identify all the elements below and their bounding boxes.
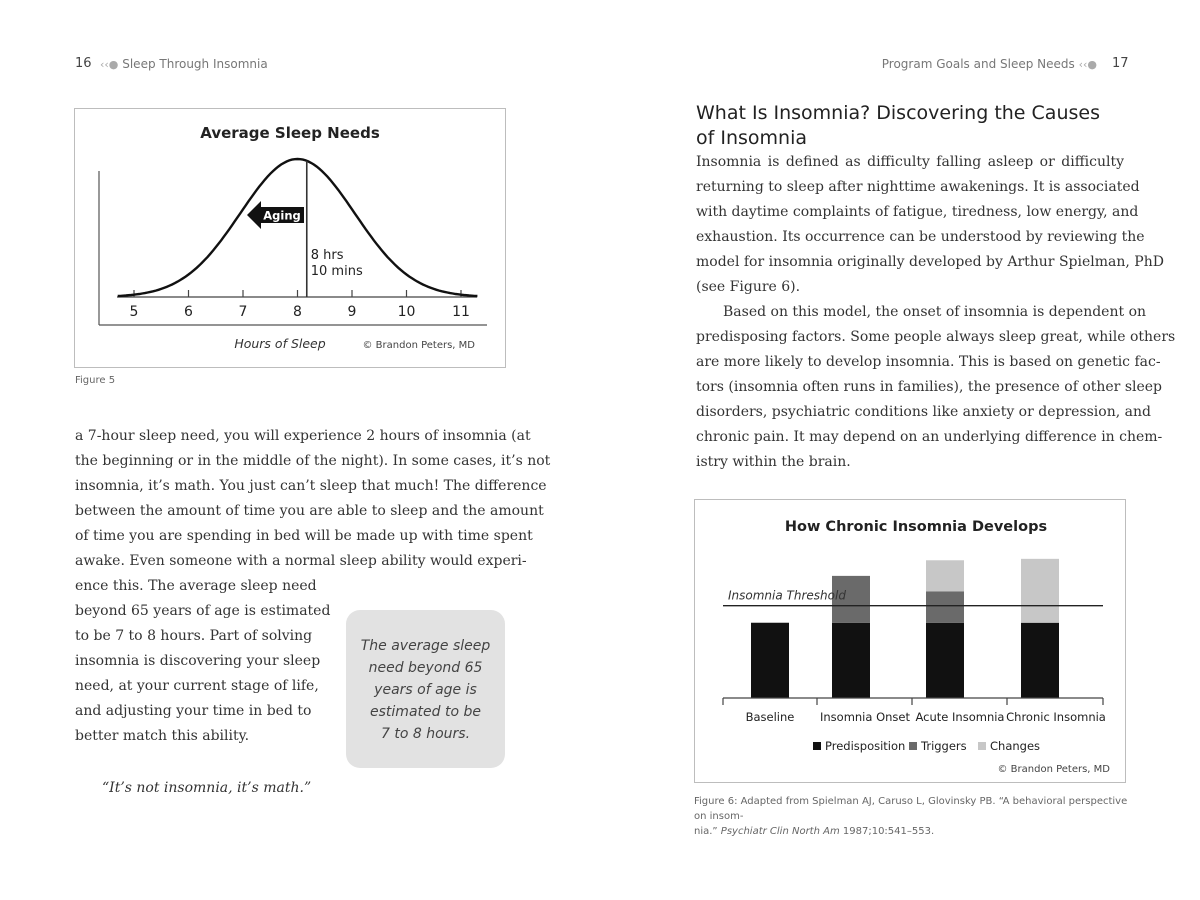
body-line: are more likely to develop insomnia. This is based on genetic fac- bbox=[696, 354, 1161, 370]
x-tick-label: 6 bbox=[184, 304, 193, 320]
aging-arrow-icon bbox=[247, 201, 304, 229]
x-tick-label: 11 bbox=[452, 304, 470, 320]
body-line: Insomnia is defined as difficulty falling asleep or difficulty bbox=[696, 154, 1124, 170]
bar-changes-acute-insomnia bbox=[926, 560, 964, 591]
bar-predisposition-baseline bbox=[751, 623, 789, 698]
figure-6-caption bbox=[694, 794, 1134, 839]
chart-title: Average Sleep Needs bbox=[200, 124, 380, 142]
threshold-label: Insomnia Threshold bbox=[728, 588, 846, 603]
x-tick-label: 7 bbox=[238, 304, 248, 320]
sleep-needs-chart bbox=[75, 109, 505, 367]
body-line: insomnia, it’s math. You just can’t sleep that much! The difference bbox=[75, 478, 547, 494]
category-label: Baseline bbox=[745, 710, 795, 724]
bell-curve bbox=[118, 159, 478, 296]
legend-label: Triggers bbox=[921, 739, 967, 753]
body-line: of time you are spending in bed will be made up with time spent bbox=[75, 528, 533, 544]
x-tick-label: 8 bbox=[293, 304, 302, 320]
body-line: beyond 65 years of age is estimated bbox=[75, 603, 331, 619]
x-axis-label: Hours of Sleep bbox=[234, 336, 326, 351]
left-page-number: 16 bbox=[75, 56, 92, 71]
caption-line bbox=[694, 824, 1134, 839]
body-line: a 7-hour sleep need, you will experience 2 hours of insomnia (at bbox=[75, 428, 531, 444]
left-running-header bbox=[100, 57, 268, 71]
body-line: Based on this model, the onset of insomnia is dependent on bbox=[723, 304, 1147, 320]
caption-line: Figure 6: Adapted from Spielman AJ, Caruso L, Glovinsky PB. “A behavioral perspective on insom- bbox=[694, 796, 1128, 822]
pull-quote: “It’s not insomnia, it’s math.” bbox=[102, 780, 312, 796]
right-body-text bbox=[696, 154, 1176, 484]
x-tick-label: 10 bbox=[397, 304, 416, 320]
bar-predisposition-insomnia-onset bbox=[832, 623, 870, 698]
body-line: exhaustion. Its occurrence can be understood by reviewing the bbox=[696, 229, 1145, 245]
category-label: Acute Insomnia bbox=[915, 710, 1005, 724]
body-line: chronic pain. It may depend on an underlying difference in chem- bbox=[696, 429, 1163, 445]
body-line: tors (insomnia often runs in families), the presence of other sleep bbox=[696, 379, 1163, 395]
legend-swatch bbox=[813, 742, 821, 750]
body-line: disorders, psychiatric conditions like anxiety or depression, and bbox=[696, 404, 1151, 420]
left-running-title: Sleep Through Insomnia bbox=[122, 57, 268, 71]
sidebar-line: The average sleep bbox=[360, 638, 491, 654]
caption-text: 1987;10:541–553. bbox=[839, 826, 935, 837]
marker-label-minutes: 10 mins bbox=[310, 264, 363, 279]
right-running-title: Program Goals and Sleep Needs bbox=[881, 57, 1075, 71]
header-ornament-icon: ‹‹● bbox=[100, 58, 119, 71]
left-body-text-narrow bbox=[75, 578, 331, 758]
heading-line: What Is Insomnia? Discovering the Causes bbox=[696, 102, 1100, 124]
sidebar-line: estimated to be bbox=[370, 704, 481, 720]
body-line: need, at your current stage of life, bbox=[75, 678, 319, 694]
header-ornament-icon: ‹‹● bbox=[1078, 58, 1097, 71]
section-heading bbox=[696, 101, 1126, 151]
body-line: to be 7 to 8 hours. Part of solving bbox=[75, 628, 313, 644]
body-line: (see Figure 6). bbox=[696, 279, 801, 295]
caption-journal: Psychiatr Clin North Am bbox=[720, 826, 840, 837]
sidebar-line: years of age is bbox=[374, 682, 477, 698]
body-line: awake. Even someone with a normal sleep ability would experi- bbox=[75, 553, 527, 569]
legend-swatch bbox=[978, 742, 986, 750]
body-line: returning to sleep after nighttime awakenings. It is associated bbox=[696, 179, 1140, 195]
right-page-number: 17 bbox=[1112, 56, 1129, 71]
body-line: with daytime complaints of fatigue, tiredness, low energy, and bbox=[696, 204, 1139, 220]
aging-label: Aging bbox=[263, 208, 301, 223]
sidebar-line: need beyond 65 bbox=[368, 660, 483, 676]
category-label: Chronic Insomnia bbox=[1006, 710, 1106, 724]
sidebar-callout bbox=[346, 610, 505, 768]
body-line: ence this. The average sleep need bbox=[75, 578, 317, 594]
body-line: insomnia is discovering your sleep bbox=[75, 653, 321, 669]
chronic-insomnia-chart bbox=[695, 500, 1125, 782]
chart-credit: © Brandon Peters, MD bbox=[362, 340, 475, 351]
bar-predisposition-chronic-insomnia bbox=[1021, 623, 1059, 698]
right-running-header bbox=[882, 57, 1097, 71]
category-label: Insomnia Onset bbox=[819, 710, 911, 724]
body-line: and adjusting your time in bed to bbox=[75, 703, 312, 719]
legend-swatch bbox=[909, 742, 917, 750]
bar-triggers-acute-insomnia bbox=[926, 592, 964, 623]
body-line: better match this ability. bbox=[75, 728, 250, 744]
body-line: istry within the brain. bbox=[696, 454, 851, 470]
heading-line: of Insomnia bbox=[696, 127, 807, 149]
body-line: predisposing factors. Some people always sleep great, while others bbox=[696, 329, 1176, 345]
legend-label: Predisposition bbox=[825, 739, 906, 753]
caption-text: nia.” bbox=[694, 826, 721, 837]
figure-6-box bbox=[694, 499, 1126, 783]
body-line: the beginning or in the middle of the night). In some cases, it’s not bbox=[75, 453, 551, 469]
bar-predisposition-acute-insomnia bbox=[926, 623, 964, 698]
marker-label-hours: 8 hrs bbox=[310, 248, 344, 263]
sidebar-line: 7 to 8 hours. bbox=[380, 726, 471, 742]
legend-label: Changes bbox=[990, 739, 1041, 753]
x-tick-label: 9 bbox=[347, 304, 357, 320]
bar-changes-chronic-insomnia bbox=[1021, 559, 1059, 623]
figure-5-caption: Figure 5 bbox=[75, 375, 116, 386]
chart-credit: © Brandon Peters, MD bbox=[997, 764, 1110, 775]
body-line: between the amount of time you are able to sleep and the amount bbox=[75, 503, 544, 519]
figure-5-box bbox=[74, 108, 506, 368]
chart-title: How Chronic Insomnia Develops bbox=[784, 519, 1048, 535]
x-tick-label: 5 bbox=[129, 304, 139, 320]
body-line: model for insomnia originally developed by Arthur Spielman, PhD bbox=[696, 254, 1164, 270]
